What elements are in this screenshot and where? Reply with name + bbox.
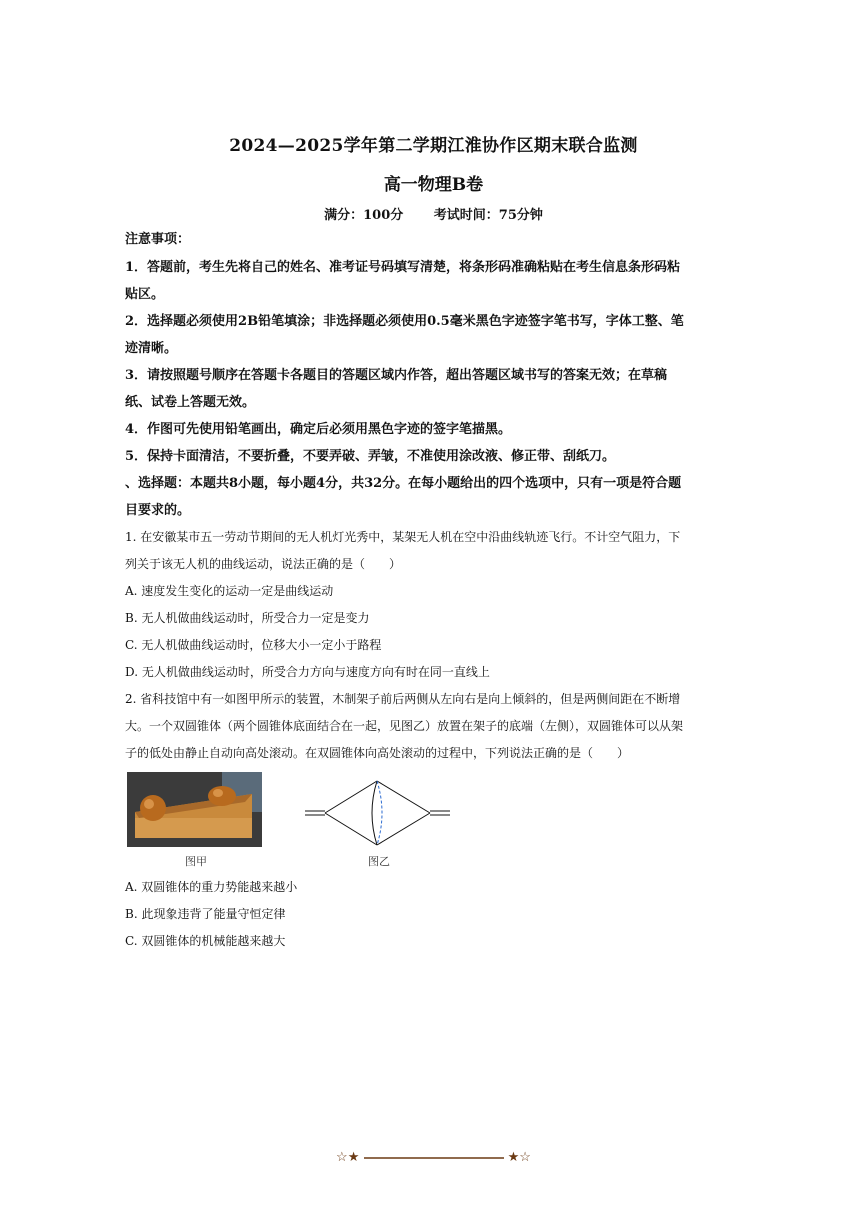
- figure-right-label: 图乙: [368, 855, 390, 868]
- question-option: D. 无人机做曲线运动时，所受合力方向与速度方向有时在同一直线上: [125, 665, 490, 679]
- question-2-options: [125, 874, 690, 955]
- exam-subtitle: 高一物理B卷: [383, 175, 484, 195]
- notes-heading: 注意事项：: [125, 232, 191, 247]
- notes-list: [125, 254, 690, 470]
- footer-stars-right: ★☆: [507, 1150, 531, 1165]
- figure-left-label: 图甲: [185, 855, 207, 868]
- question-option: C. 双圆锥体的机械能越来越大: [125, 934, 286, 948]
- note-item: 1．答题前，考生先将自己的姓名、准考证号码填写清楚，将条形码准确粘贴在考生信息条形码粘贴区。: [125, 260, 681, 302]
- note-item: 3．请按照题号顺序在答题卡各题目的答题区域内作答，超出答题区域书写的答案无效；在草稿纸、试卷上答题无效。: [125, 368, 668, 410]
- footer-divider-line: [364, 1155, 504, 1161]
- footer-stars-left: ☆★: [336, 1150, 360, 1165]
- page-footer-ornament: [0, 1150, 867, 1165]
- question-option: C. 无人机做曲线运动时，位移大小一定小于路程: [125, 638, 382, 652]
- exam-time: 考试时间：75分钟: [433, 208, 543, 223]
- question-option: A. 双圆锥体的重力势能越来越小: [125, 880, 298, 894]
- note-item: 2．选择题必须使用2B铅笔填涂；非选择题必须使用0.5毫米黑色字迹签字笔书写，字体工整、笔迹清晰。: [125, 314, 684, 356]
- question-stem: 1. 在安徽某市五一劳动节期间的无人机灯光秀中，某架无人机在空中沿曲线轨迹飞行。不计空气阻力，下列关于该无人机的曲线运动，说法正确的是（ ）: [125, 530, 681, 571]
- question-option: B. 无人机做曲线运动时，所受合力一定是变力: [125, 611, 370, 625]
- note-item: 5．保持卡面清洁，不要折叠，不要弄破、弄皱，不准使用涂改液、修正带、刮纸刀。: [125, 449, 616, 464]
- exam-meta: [0, 204, 867, 223]
- double-cone-photo-illustration: [127, 772, 262, 847]
- question-2-figures: [127, 772, 467, 870]
- question-2: [125, 686, 690, 767]
- exam-score: 满分：100分: [324, 208, 404, 223]
- note-item: 4．作图可先使用铅笔画出，确定后必须用黑色字迹的签字笔描黑。: [125, 422, 512, 437]
- question-stem: 2. 省科技馆中有一如图甲所示的装置，木制架子前后两侧从左向右是向上倾斜的，但是两侧间距在不断增大。一个双圆锥体（两个圆锥体底面结合在一起，见图乙）放置在架子的底端（左侧），双圆锥体可以从架子的低处由静止自动向高处滚动。在双圆锥体向高处滚动的过程中，下列说法正确的是（ ）: [125, 692, 684, 760]
- exam-title: 2024—2025学年第二学期江淮协作区期末联合监测: [229, 136, 638, 156]
- question-option: A. 速度发生变化的运动一定是曲线运动: [125, 584, 334, 598]
- double-cone-diagram: [305, 778, 450, 848]
- question-1: [125, 524, 690, 686]
- section-heading: 、选择题：本题共8小题，每小题4分，共32分。在每小题给出的四个选项中，只有一项是符合题目要求的。: [125, 476, 682, 518]
- question-option: B. 此现象违背了能量守恒定律: [125, 907, 286, 921]
- figure-photo-double-cone: [127, 772, 262, 847]
